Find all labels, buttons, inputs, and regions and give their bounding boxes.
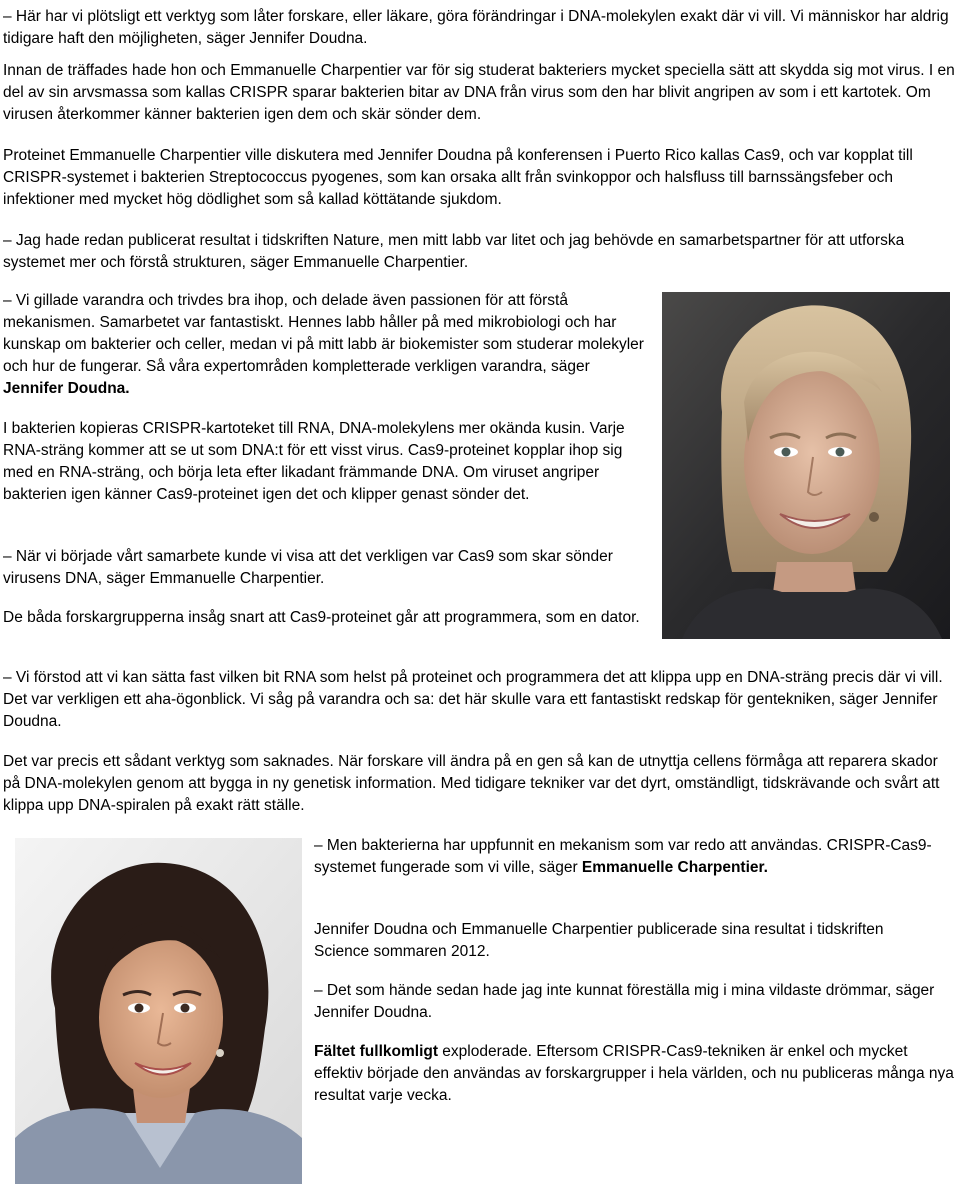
paragraph-11-bold: Emmanuelle Charpentier. bbox=[581, 859, 768, 876]
paragraph-6: I bakterien kopieras CRISPR-kartoteket till RNA, DNA-molekylens mer okända kusin. Varje RNA-sträng kommer att se ut som DNA:t för ett visst virus. Cas9-proteinet kopplar ihop sig med en RNA-sträng, och börja leta efter likadant främmande DNA. Om viruset angriper bakterien igen känner Cas9-proteinet igen det och klipper genast sönder det. bbox=[3, 420, 625, 503]
paragraph-3: Proteinet Emmanuelle Charpentier ville diskutera med Jennifer Doudna på konferensen i Puerto Rico kallas Cas9, och var kopplat till CRISPR-systemet i bakterien Streptococcus pyogenes, som kan orsaka allt från svinkoppor och halsfluss till barnssängsfeber och infektioner med mycket hög dödlighet som så kallad köttätande sjukdom. bbox=[3, 147, 913, 208]
charpentier-portrait-image bbox=[15, 838, 302, 1184]
paragraph-14-text: exploderade. Eftersom CRISPR-Cas9-tekniken är enkel och mycket effektiv började den användas av forskargrupper i hela världen, och nu publiceras många nya resultat varje vecka. bbox=[314, 1043, 954, 1104]
paragraph-9: – Vi förstod att vi kan sätta fast vilken bit RNA som helst på proteinet och programmera det att klippa upp en DNA-sträng precis där vi vill. Det var verkligen ett aha-ögonblick. Vi såg på varandra och sa: det här skulle vara ett fantastiskt redskap för gentekniken, säger Jennifer Doudna. bbox=[3, 669, 943, 730]
paragraph-14 bbox=[314, 1041, 954, 1107]
paragraph-5-bold: Jennifer Doudna. bbox=[3, 380, 130, 397]
paragraph-2: Innan de träffades hade hon och Emmanuelle Charpentier var för sig studerat bakteriers mycket speciella sätt att skydda sig mot virus. I en del av sin arvsmassa som kallas CRISPR sparar bakterien bitar av DNA från virus som den har blivit angripen av som i ett kartotek. Om virusen återkommer känner bakterien igen dem och skär sönder dem. bbox=[3, 62, 955, 123]
charpentier-portrait-photo bbox=[15, 838, 302, 1184]
paragraph-10: Det var precis ett sådant verktyg som saknades. När forskare vill ändra på en gen så kan de utnyttja cellens förmåga att reparera skador på DNA-molekylen genom att bygga in ny genetisk information. Med tidigare tekniker var det dyrt, omständligt, tidskrävande och svårt att klippa upp DNA-spiralen på exakt rätt ställe. bbox=[3, 753, 940, 814]
paragraph-5 bbox=[3, 290, 653, 400]
paragraph-5-text: – Vi gillade varandra och trivdes bra ihop, och delade även passionen för att förstå mekanismen. Samarbetet var fantastiskt. Hennes labb håller på med mikrobiologi och har kunskap om bakterier och celler, medan vi på mitt labb är biokemister som studerar molekyler och hur de fungerar. Så våra expertområden kompletterade verkligen varandra, säger bbox=[3, 292, 644, 375]
paragraph-11-text: – Men bakterierna har uppfunnit en mekanism som var redo att användas. CRISPR-Cas9-systemet fungerade som vi ville, säger bbox=[314, 837, 932, 876]
paragraph-4: – Jag hade redan publicerat resultat i tidskriften Nature, men mitt labb var litet och jag behövde en samarbetspartner för att utforska systemet mer och förstå strukturen, säger Emmanuelle Charpentier. bbox=[3, 232, 905, 271]
doudna-portrait-photo bbox=[662, 292, 950, 639]
paragraph-7: – När vi började vårt samarbete kunde vi visa att det verkligen var Cas9 som skar sönder virusens DNA, säger Emmanuelle Charpentier. bbox=[3, 548, 613, 587]
doudna-portrait-image bbox=[662, 292, 950, 639]
paragraph-1: – Här har vi plötsligt ett verktyg som låter forskare, eller läkare, göra förändringar i DNA-molekylen exakt där vi vill. Vi människor har aldrig tidigare haft den möjligheten, säger Jennifer Doudna. bbox=[3, 8, 949, 47]
paragraph-12: Jennifer Doudna och Emmanuelle Charpentier publicerade sina resultat i tidskriften Science sommaren 2012. bbox=[314, 921, 884, 960]
paragraph-11 bbox=[314, 835, 939, 879]
paragraph-13: – Det som hände sedan hade jag inte kunnat föreställa mig i mina vildaste drömmar, säger Jennifer Doudna. bbox=[314, 982, 935, 1021]
paragraph-14-bold: Fältet fullkomligt bbox=[314, 1043, 438, 1060]
paragraph-8: De båda forskargrupperna insåg snart att Cas9-proteinet går att programmera, som en dator. bbox=[3, 609, 640, 626]
